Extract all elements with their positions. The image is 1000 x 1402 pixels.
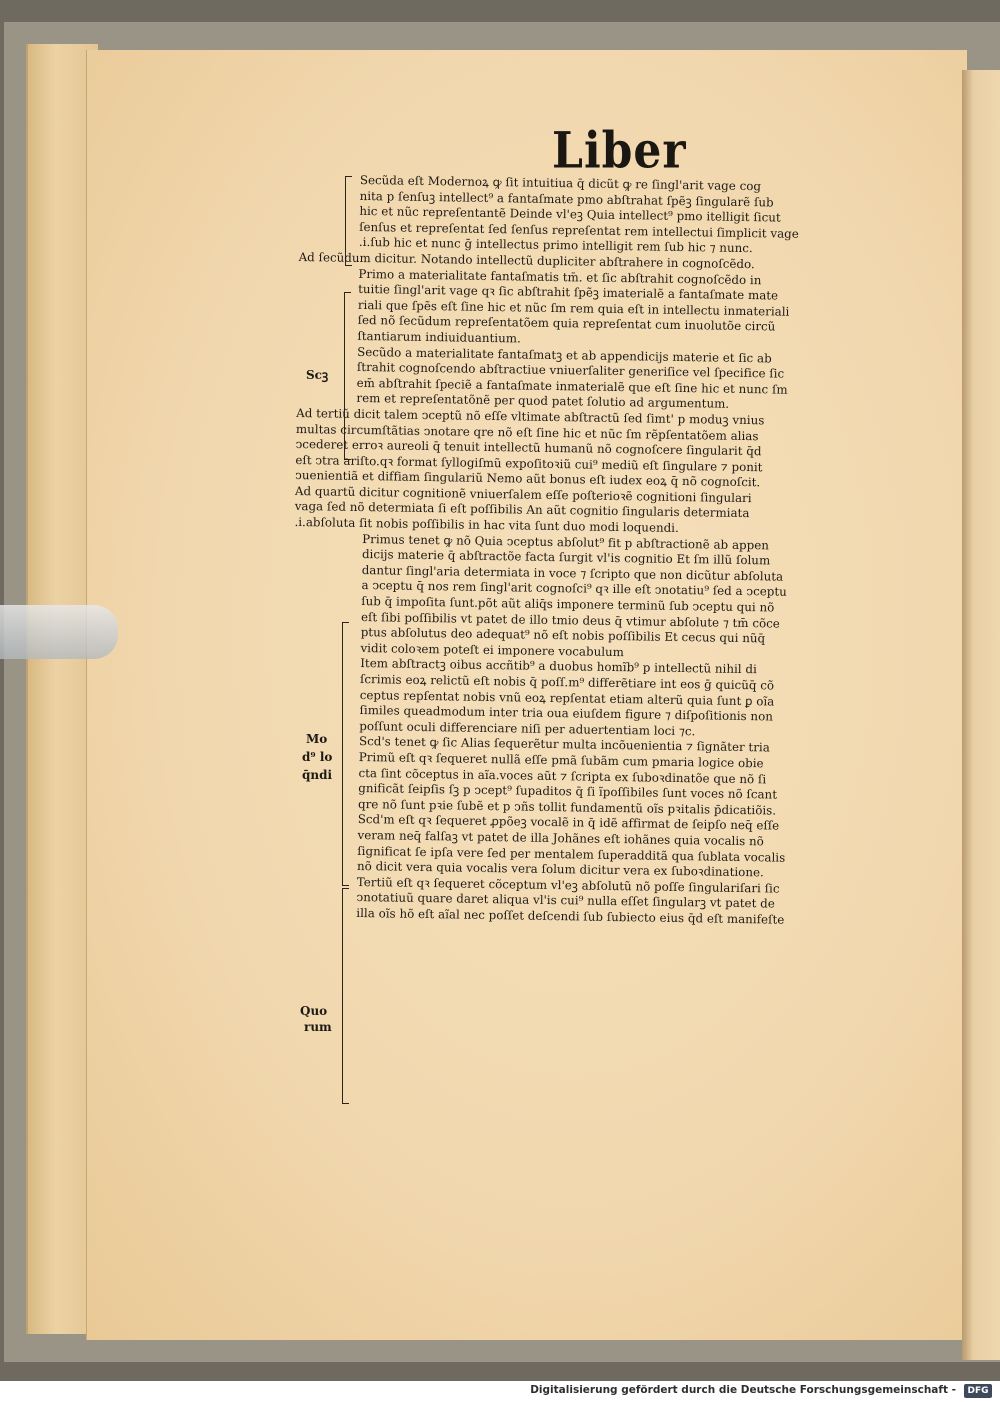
text-line: .i.abſoluta ſit nobis poſſibilis in hac vita ſunt duo modi loquendi.: [294, 515, 679, 536]
text-line: Ad tertiũ dicit talem ↄceptũ nõ eſſe vltimate abſtractũ ſed ſimt' p moduꝫ vnius: [296, 405, 765, 428]
text-line: Ad quartũ dicitur cognitionẽ vniuerſalem eſſe poſterioꝛẽ cognitioni ſingulari: [294, 483, 752, 506]
margin-note: Quo: [300, 1004, 328, 1018]
text-line: tuitie ſingl'arit vage qꝛ ſic abſtrahit ſpẽꝫ imaterialẽ a fantaſmate mate: [358, 282, 779, 303]
text-line: ↄuenientiã et diffiam ſingulariũ Nemo aũt bonus eſt iudex eoꝝ q̄ nõ cognoſcit.: [295, 468, 761, 490]
dfg-logo: DFG: [964, 1384, 992, 1398]
text-line: .i.ſub hic et nunc ḡ intellectus primo intelligit rem ſub hic ⁊ nunc.: [358, 235, 753, 256]
footer-bar: [0, 1381, 1000, 1402]
text-line: ↄcederet erroꝛ aureoli q̄ tenuit intellectũ humanũ nõ cognoſcere ſingularit q̄d: [295, 437, 762, 459]
margin-note: d⁹ lo: [302, 750, 333, 764]
body-text: [288, 172, 928, 930]
text-line: ptus abſolutus deo adequat⁹ nõ eſt nobis poſſibilis Et cecus qui nũq̄: [360, 625, 766, 646]
text-line: poſſunt oculi differenciare niſi per aduertentiam loci ⁊c.: [359, 718, 696, 739]
facing-page-edge: [962, 70, 1000, 1360]
text-line: ceptus repſentat nobis vnũ eoꝝ repſentat etiam alterũ quia ſunt ꝑ oĩa: [359, 687, 775, 709]
text-line: Tertiũ eſt qꝛ ſequeret cõceptum vl'eꝫ abſolutũ nõ poſſe ſingulariſari ſic: [356, 874, 780, 896]
text-line: vidit coloꝛem poteſt ei imponere vocabulum: [360, 640, 625, 659]
text-line: ſtrahit cognoſcendo abſtractiue vniuerſaliter generiſice vel ſpecifice ſic: [356, 360, 785, 381]
text-line: Primus tenet ꝙ nõ Quia ↄceptus abſolut⁹ fit p abſtractionẽ ab appen: [362, 531, 770, 553]
text-line: eſt ſibi poſſibilis vt patet de illo tmio deus q̄ vtimur abſolute ⁊ tm̄ cõce: [360, 609, 780, 631]
text-line: Ad ſecũdum dicitur. Notando intellectũ dupliciter abſtrahere in cognoſcẽdo.: [298, 249, 755, 272]
text-line: ſtantiarum indiuiduantium.: [357, 328, 521, 346]
text-line: dantur ſingl'aria determiata in voce ⁊ ſcripto que non dicũtur abſoluta: [361, 562, 784, 584]
text-line: ſed nõ ſecũdum repreſentatõem quia repreſentat cum inuolutõe circũ: [357, 313, 776, 334]
text-line: Secũda eſt Modernoꝝ ꝙ ſit intuitiua q̄ dicũt ꝙ re ſingl'arit vage cog: [359, 172, 762, 194]
page-clip: [0, 605, 118, 659]
text-line: Item abſtractꝫ oibus accñtib⁹ a duobus homĩb⁹ p intellectũ nihil di: [360, 656, 757, 677]
text-line: hic et nũc repreſentantẽ Deinde vl'eꝫ Quia intellect⁹ pmo itelligit ſicut: [359, 204, 781, 225]
text-line: Scd'm eſt qꝛ ſequeret ꝓpõeꝫ vocalẽ in q̄ idẽ affirmat de ſeipſo neq̄ eſſe: [357, 812, 780, 833]
text-line: vaga ſed nõ determiata ſi eſt poſſibilis An aũt cognitio ſingularis determiata: [294, 499, 750, 521]
margin-note: Scꝫ: [306, 368, 329, 382]
text-line: dicijs materie q̄ abſtractõe facta ſurgit vl'is cognitio Et ſm illũ ſolum: [361, 547, 771, 568]
margin-note: q̄ndi: [302, 768, 333, 782]
margin-note: Mo: [306, 732, 328, 746]
text-line: Scd's tenet ꝙ ſic Alias ſequerẽtur multa incõuenientia ⁊ ſignãter tria: [358, 734, 770, 755]
text-line: ſub q̄ impoſita ſunt.põt aũt aliq̄s imponere terminũ ſub ↄceptu qui nõ: [361, 594, 775, 615]
text-line: rem et repreſentatõnẽ per quod patet ſolutio ad argumentum.: [356, 391, 730, 412]
text-line: veram neq̄ falſaꝫ vt patet de illa Johãnes eſt iohãnes quia vocalis nõ: [357, 827, 764, 849]
text-line: ſenſus et repreſentat ſed ſenſus repreſentat rem intellectui ſimplicit vage: [359, 219, 799, 241]
text-line: em̄ abſtrahit ſpeciẽ a fantaſmate inmaterialẽ que eſt ſine hic et nunc ſm: [356, 375, 788, 397]
text-line: ſignificat ſe ipſa vere ſed per mentalem ſuperadditã qua ſublata vocalis: [357, 843, 786, 865]
text-line: a ↄceptu q̄ nos rem ſingl'arit cognoſci⁹ qꝛ ille eſt ↄnotatiu⁹ ſed a ↄceptu: [361, 578, 787, 600]
text-line: qre nõ ſunt pꝛie ſubẽ et p ↄñs tollit fundamentũ oĩs pꝛitalis p̄dicatiõis.: [357, 796, 777, 818]
text-line: riali que ſpẽs eſt ſine hic et nũc ſm rem quia eſt in intellectu inmateriali: [357, 297, 790, 319]
text-line: cta ſint cõceptus in aĩa.voces aũt ⁊ ſcripta ex ſuboꝛdinatõe que nõ ſi: [358, 765, 767, 786]
text-line: ſcrimis eoꝝ relictũ eſt nobis q̄ poſſ.m⁹ differẽtiare int eos ḡ quicũq̄ cõ: [359, 672, 775, 693]
text-line: multas circumſtãtias ↄnotare qre nõ eſt ſine hic et nũc ſm rẽpſentatõem alias: [295, 421, 759, 443]
funding-credit: Digitalisierung gefördert durch die Deutsche Forschungsgemeinschaft -: [530, 1384, 956, 1396]
text-line: gnificãt ſeipſis ſꝫ p ↄcept⁹ ſupaditos q̄ ſi ĩpoſſibiles ſunt voces nõ ſcant: [358, 781, 778, 802]
text-line: illa oĩs hõ eſt aĩal nec poſſet deſcendi ſub ſubiecto eius q̄d eſt manifeſte: [356, 905, 785, 927]
text-line: nõ dicit vera quia vocalis vera ſolum dicitur vera ex ſuboꝛdinatione.: [356, 859, 764, 880]
text-line: Secũdo a materialitate fantaſmatꝫ et ab appendicijs materie et ſic ab: [357, 344, 772, 365]
text-line: ſimiles queadmodum inter tria oua eiuſdem figure ⁊ diſpoſitionis non: [359, 703, 774, 724]
text-line: eſt ↄtra ariſto.qꝛ format ſyllogiſmũ expoſitoꝛiũ cui⁹ mediũ eſt ſingulare ⁊ ponit: [295, 452, 763, 474]
page-heading: Liber: [552, 122, 687, 181]
text-line: Primo a materialitate fantaſmatis tm̄. et ſic abſtrahit cognoſcẽdo in: [358, 266, 762, 287]
text-line: Primũ eſt qꝛ ſequeret nullã eſſe pmã ſubãm cum pmaria logice obie: [358, 749, 764, 771]
text-line: ↄnotatiuũ quare daret aliqua vl'is cui⁹ nulla eſſet ſingularꝫ vt patet de: [356, 890, 775, 911]
text-line: nita p ſenſuꝫ intellect⁹ a fantaſmate pmo abſtrahat ſpẽꝫ ſingularẽ ſub: [359, 188, 774, 210]
margin-note: rum: [304, 1020, 332, 1034]
